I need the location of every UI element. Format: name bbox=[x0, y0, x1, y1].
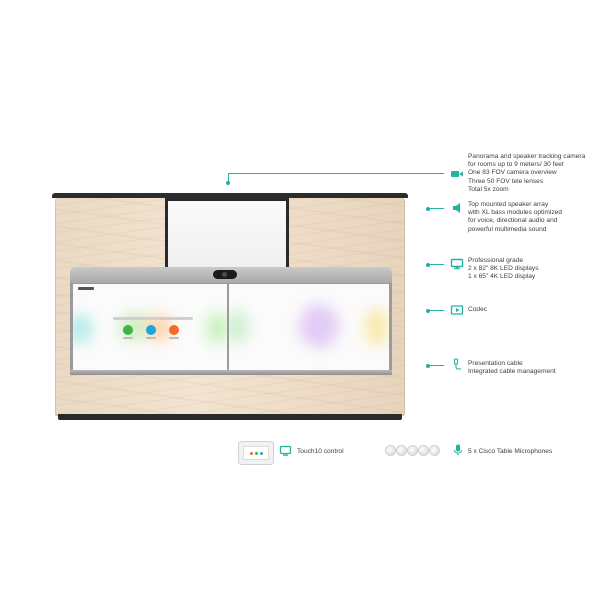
top-presentation-display bbox=[165, 198, 289, 270]
microphones-label: 5 x Cisco Table Microphones bbox=[468, 448, 553, 455]
table-microphone bbox=[430, 446, 439, 455]
microphone-icon bbox=[451, 444, 465, 456]
touch10-device bbox=[238, 441, 274, 465]
display-bottom-bezel bbox=[70, 370, 392, 375]
speaker-leader bbox=[428, 208, 444, 209]
cable-icon bbox=[450, 358, 464, 370]
table-microphone bbox=[397, 446, 406, 455]
left-display bbox=[73, 284, 227, 370]
display-feature-text: Professional grade 2 x 82" 8K LED displays 1 x 65" 4K LED display bbox=[468, 257, 539, 281]
cable-leader bbox=[428, 365, 444, 366]
screen-brand-label bbox=[78, 287, 94, 290]
camera-leader-dot bbox=[226, 181, 230, 185]
camera-leader bbox=[228, 173, 444, 174]
cable-feature-text: Presentation cable Integrated cable management bbox=[468, 360, 556, 376]
touch-panel-icon bbox=[279, 445, 293, 457]
codec-feature-text: Codec bbox=[468, 306, 488, 313]
end-button-icon bbox=[169, 325, 179, 335]
monitor-icon bbox=[450, 258, 464, 270]
table-microphone bbox=[419, 446, 428, 455]
video-camera-icon bbox=[450, 168, 464, 180]
speaker-icon bbox=[451, 202, 465, 214]
display-leader bbox=[428, 264, 444, 265]
table-microphone bbox=[408, 446, 417, 455]
codec-leader bbox=[428, 310, 444, 311]
cabinet-base bbox=[58, 414, 402, 420]
touch10-label: Touch10 control bbox=[297, 448, 344, 455]
speaker-feature-text: Top mounted speaker array with XL bass modules optimized for voice, directional audio and powerful multimedia sound bbox=[468, 201, 562, 233]
camera-feature-text: Panorama and speaker tracking camera for rooms up to 9 meters/ 30 feet One 83 FOV camera overview Three 50 FOV tele lenses Total 5x zoom bbox=[468, 153, 586, 193]
right-display bbox=[229, 284, 389, 370]
camera-lens bbox=[213, 270, 237, 279]
table-microphone bbox=[386, 446, 395, 455]
codec-icon bbox=[450, 304, 464, 316]
meeting-title-text bbox=[113, 317, 193, 320]
call-button-icon bbox=[123, 325, 133, 335]
share-button-icon bbox=[146, 325, 156, 335]
